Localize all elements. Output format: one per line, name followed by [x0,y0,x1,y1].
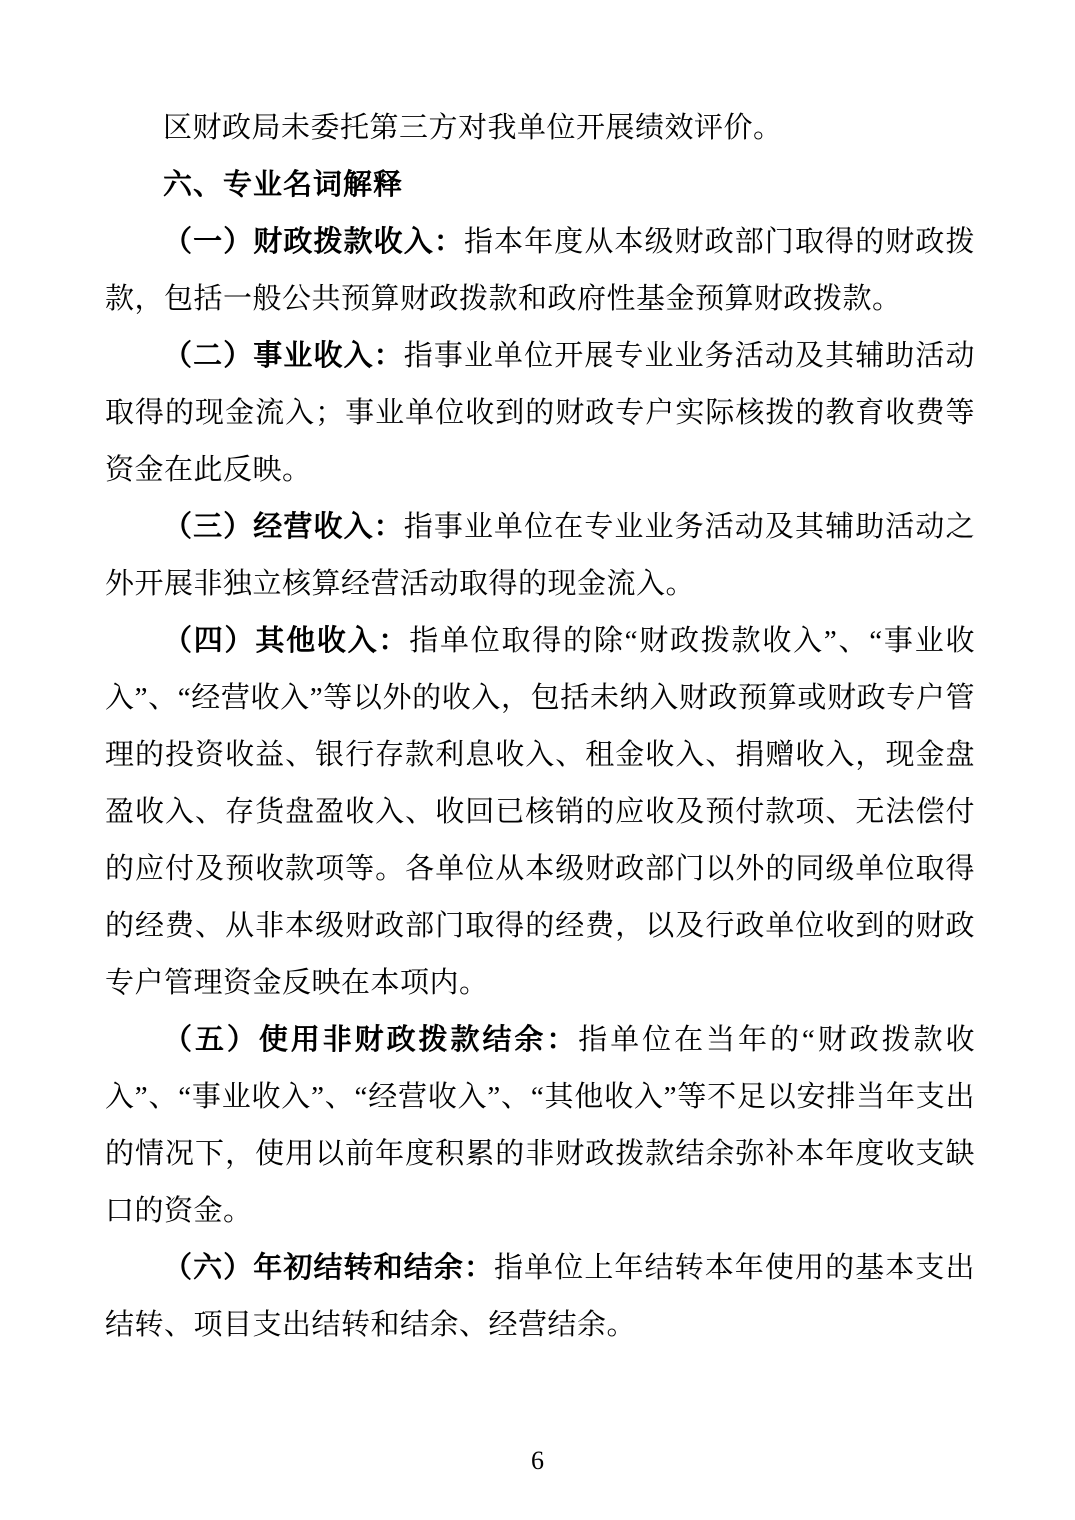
page-number: 6 [531,1446,544,1475]
definition-paragraph-3 [105,499,975,613]
definition-text-3: 指事业单位在专业业务活动及其辅助活动之外开展非独立核算经营活动取得的现金流入。 [105,511,975,600]
definition-term-2: （二）事业收入： [163,340,404,372]
definition-term-4: （四）其他收入： [163,625,410,657]
definition-term-5: （五）使用非财政拨款结余： [163,1024,579,1056]
definition-term-6: （六）年初结转和结余： [163,1252,495,1284]
definition-text-5: 指单位在当年的“财政拨款收入”、“事业收入”、“经营收入”、“其他收入”等不足以安排当年支出的情况下，使用以前年度积累的非财政拨款结余弥补本年度收支缺口的资金。 [105,1024,975,1227]
definition-paragraph-4 [105,613,975,1012]
definition-text-6: 指单位上年结转本年使用的基本支出结转、项目支出结转和结余、经营结余。 [105,1252,975,1341]
definition-text-1: 指本年度从本级财政部门取得的财政拨款，包括一般公共预算财政拨款和政府性基金预算财政拨款。 [105,226,975,315]
definition-paragraph-6 [105,1240,975,1354]
intro-paragraph: 区财政局未委托第三方对我单位开展绩效评价。 [163,112,783,144]
definition-text-4: 指单位取得的除“财政拨款收入”、“事业收入”、“经营收入”等以外的收入，包括未纳入财政预算或财政专户管理的投资收益、银行存款利息收入、租金收入、捐赠收入，现金盘盈收入、存货盘盈收入、收回已核销的应收及预付款项、无法偿付的应付及预收款项等。各单位从本级财政部门以外的同级单位取得的经费、从非本级财政部门取得的经费，以及行政单位收到的财政专户管理资金反映在本项内。 [105,625,975,999]
definition-paragraph-5 [105,1012,975,1240]
definition-term-1: （一）财政拨款收入： [163,226,464,258]
section-heading: 六、专业名词解释 [163,169,404,201]
definition-text-2: 指事业单位开展专业业务活动及其辅助活动取得的现金流入；事业单位收到的财政专户实际核拨的教育收费等资金在此反映。 [105,340,975,486]
definition-term-3: （三）经营收入： [163,511,404,543]
definition-paragraph-1 [105,214,975,328]
definition-paragraph-2 [105,328,975,499]
